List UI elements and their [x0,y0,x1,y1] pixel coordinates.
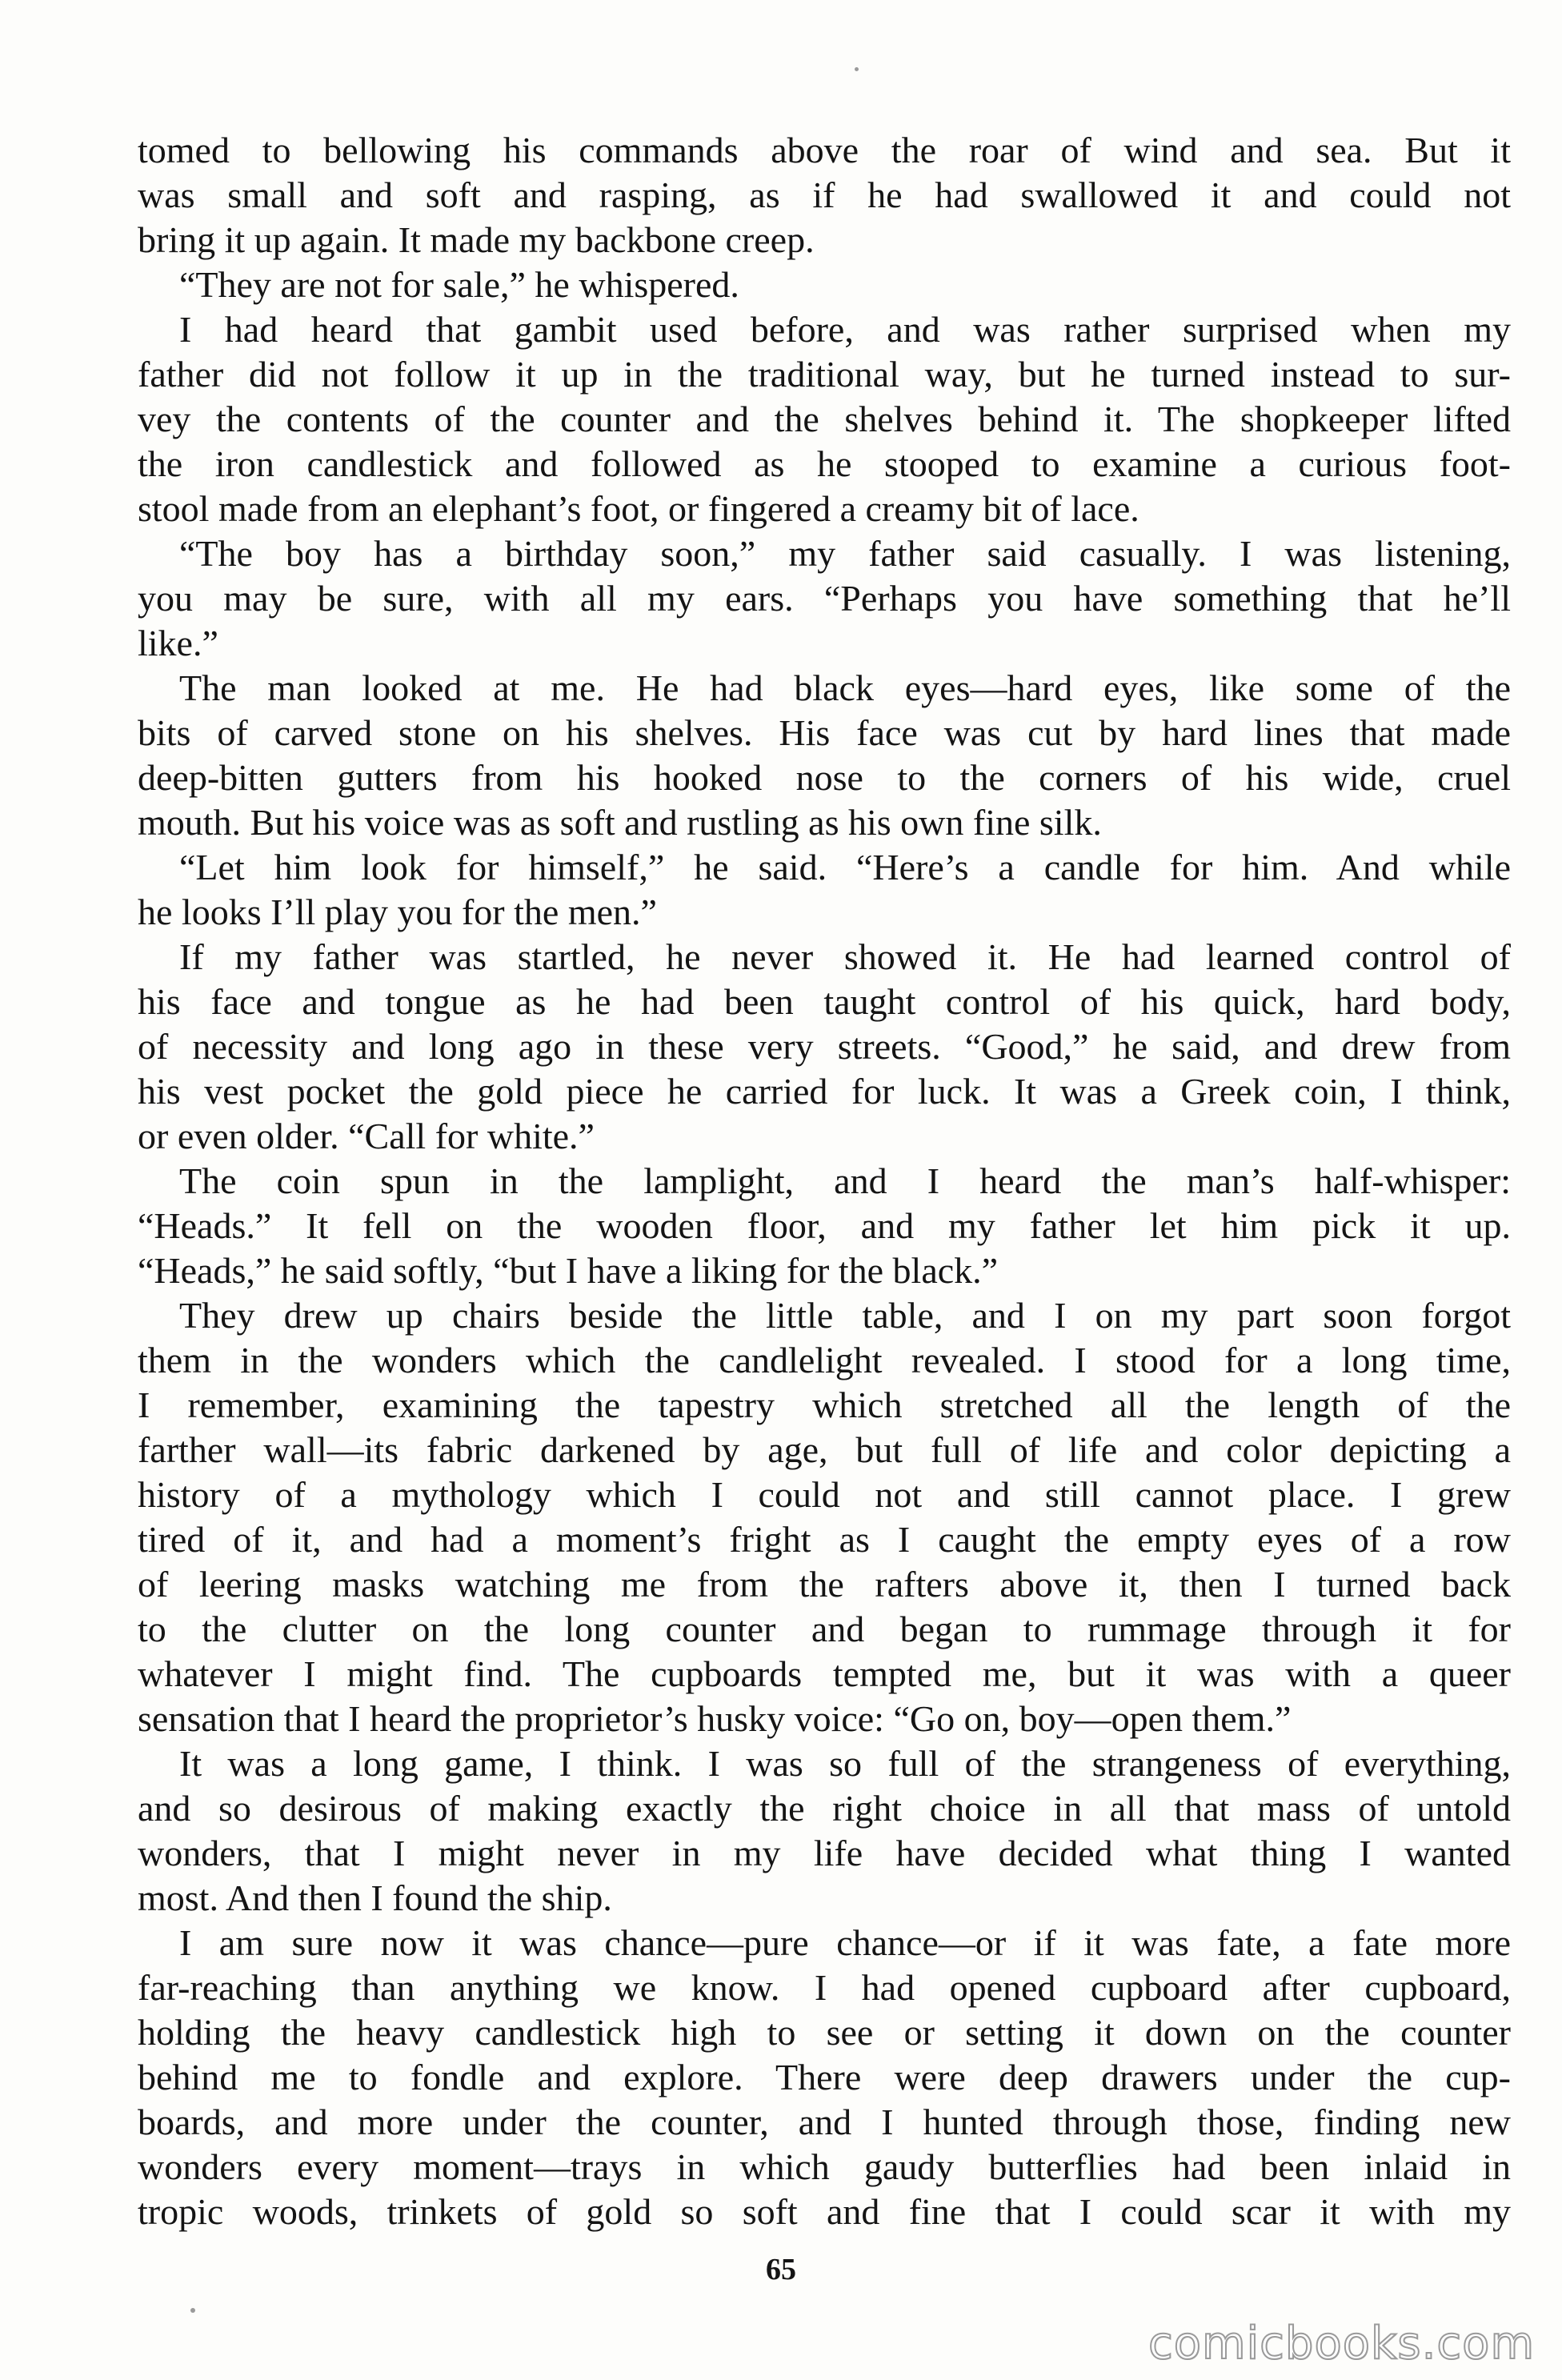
text-line: his vest pocket the gold piece he carried for luck. It was a Greek coin, I think, [138,1071,1511,1112]
text-line: mouth. But his voice was as soft and rustling as his own fine silk. [138,802,1102,843]
text-line: They drew up chairs beside the little table, and I on my part soon forgot [179,1295,1511,1336]
print-speck [190,2308,195,2313]
page-number: 65 [766,2253,796,2286]
text-line: boards, and more under the counter, and I hunted through those, finding new [138,2102,1511,2142]
text-line: I am sure now it was chance—pure chance—or if it was fate, a fate more [179,1922,1511,1963]
text-line: wonders, that I might never in my life have decided what thing I wanted [138,1833,1511,1873]
text-line: and so desirous of making exactly the right choice in all that mass of untold [138,1788,1511,1829]
text-line: to the clutter on the long counter and began to rummage through it for [138,1609,1511,1649]
text-line: he looks I’ll play you for the men.” [138,891,657,932]
text-line: the iron candlestick and followed as he stooped to examine a curious foot- [138,443,1511,484]
text-line: If my father was startled, he never showed it. He had learned control of [179,936,1511,977]
body-text [138,128,1511,2234]
text-line: bring it up again. It made my backbone creep. [138,219,815,260]
text-line: tomed to bellowing his commands above the roar of wind and sea. But it [138,130,1511,170]
text-line: “Let him look for himself,” he said. “Here’s a candle for him. And while [179,847,1511,887]
text-line: like.” [138,623,218,663]
text-line: The coin spun in the lamplight, and I heard the man’s half-whisper: [179,1160,1511,1201]
text-line: most. And then I found the ship. [138,1877,612,1918]
text-line: far-reaching than anything we know. I had opened cupboard after cupboard, [138,1967,1511,2008]
text-line: stool made from an elephant’s foot, or fingered a creamy bit of lace. [138,488,1139,529]
text-line: of necessity and long ago in these very streets. “Good,” he said, and drew from [138,1026,1511,1067]
text-line: of leering masks watching me from the rafters above it, then I turned back [138,1564,1511,1605]
text-line: The man looked at me. He had black eyes—hard eyes, like some of the [179,667,1511,708]
text-line: them in the wonders which the candlelight revealed. I stood for a long time, [138,1340,1511,1380]
text-line: “The boy has a birthday soon,” my father said casually. I was listening, [179,533,1511,574]
text-line: father did not follow it up in the traditional way, but he turned instead to sur- [138,354,1511,395]
text-line: wonders every moment—trays in which gaudy butterflies had been inlaid in [138,2146,1511,2187]
print-speck [855,67,859,71]
text-line: you may be sure, with all my ears. “Perhaps you have something that he’ll [138,578,1511,619]
text-line: “Heads.” It fell on the wooden floor, and my father let him pick it up. [138,1205,1511,1246]
text-line: “They are not for sale,” he whispered. [179,264,739,305]
text-line: or even older. “Call for white.” [138,1116,595,1156]
text-line: his face and tongue as he had been taught control of his quick, hard body, [138,981,1511,1022]
text-line: vey the contents of the counter and the shelves behind it. The shopkeeper lifted [138,399,1511,439]
text-line: deep-bitten gutters from his hooked nose to the corners of his wide, cruel [138,757,1511,798]
text-line: holding the heavy candlestick high to see or setting it down on the counter [138,2012,1511,2053]
text-line: tired of it, and had a moment’s fright as I caught the empty eyes of a row [138,1519,1511,1560]
text-line: sensation that I heard the proprietor’s husky voice: “Go on, boy—open them.” [138,1698,1292,1739]
text-line: I had heard that gambit used before, and was rather surprised when my [179,309,1511,350]
text-line: was small and soft and rasping, as if he had swallowed it and could not [138,174,1511,215]
text-line: behind me to fondle and explore. There were deep drawers under the cup- [138,2057,1511,2098]
text-line: It was a long game, I think. I was so full of the strangeness of everything, [179,1743,1511,1784]
text-line: tropic woods, trinkets of gold so soft and fine that I could scar it with my [138,2191,1511,2232]
watermark-logo: comicbooks.com [1147,2318,1535,2370]
text-line: I remember, examining the tapestry which stretched all the length of the [138,1384,1511,1425]
text-line: history of a mythology which I could not and still cannot place. I grew [138,1474,1511,1515]
text-line: bits of carved stone on his shelves. His face was cut by hard lines that made [138,712,1511,753]
text-line: “Heads,” he said softly, “but I have a liking for the black.” [138,1250,999,1291]
text-line: farther wall—its fabric darkened by age, but full of life and color depicting a [138,1429,1511,1470]
text-line: whatever I might find. The cupboards tempted me, but it was with a queer [138,1653,1511,1694]
